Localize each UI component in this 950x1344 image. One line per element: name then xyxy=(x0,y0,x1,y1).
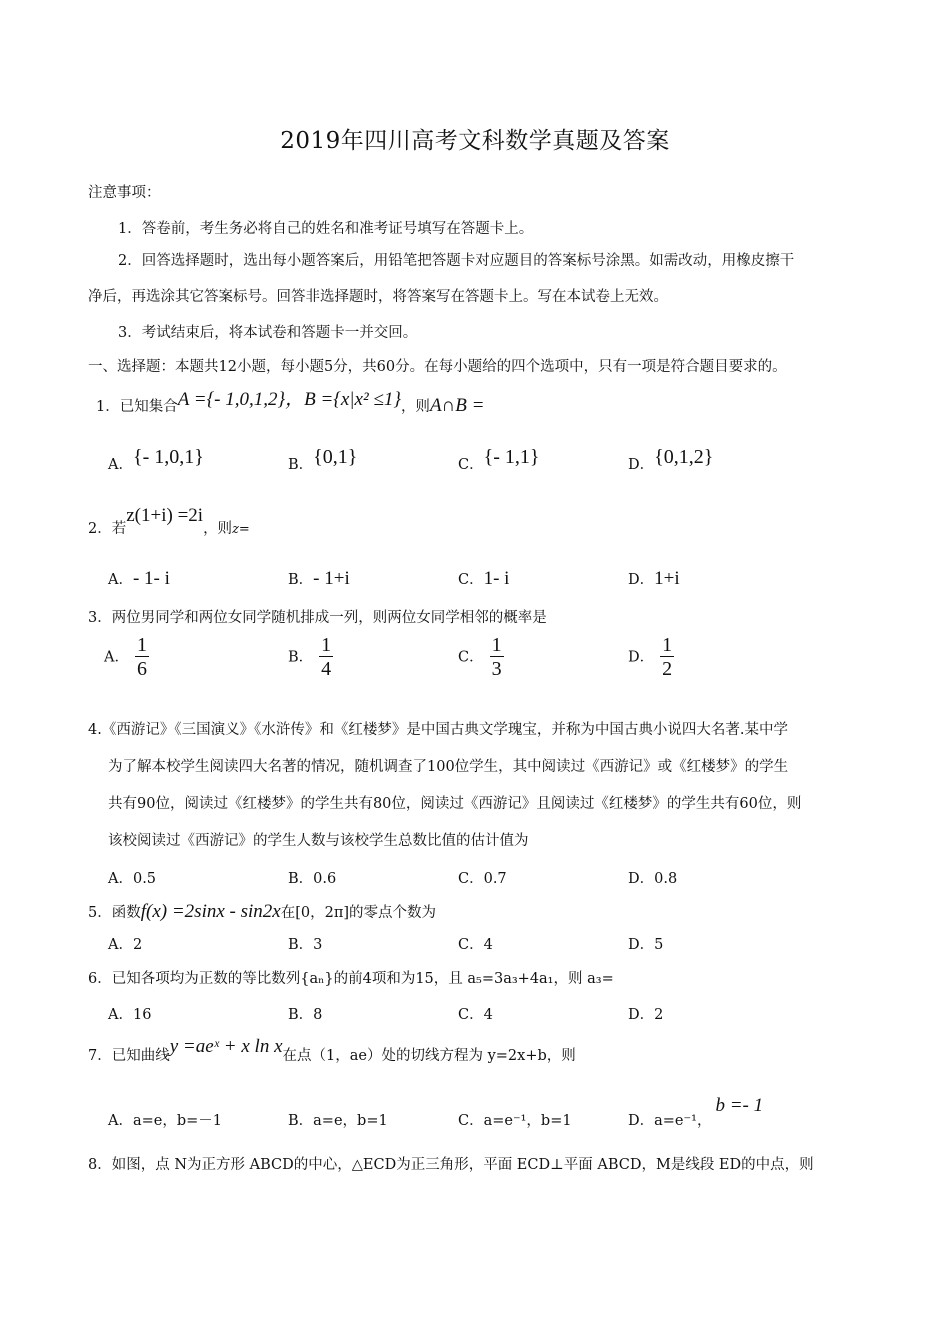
q3-fraction-b: $\frac{1}{4}$ xyxy=(321,634,332,680)
q3-option-c[interactable]: C． $\frac{1}{3}$ xyxy=(458,634,502,680)
q6-options xyxy=(108,1003,888,1033)
q5-prefix: 5．函数 xyxy=(88,905,141,921)
notice-item-2a: 2．回答选择题时，选出每小题答案后，用铅笔把答题卡对应题目的答案标号涂黑。如需改动，用橡皮擦干 xyxy=(118,253,795,269)
q4-option-d[interactable]: D．0.8 xyxy=(628,871,678,887)
q5-option-a[interactable]: A．2 xyxy=(108,937,143,953)
q1-option-d[interactable]: D．{0,1,2} xyxy=(628,446,714,473)
question-4-line-1: 4.《西游记》《三国演义》《水浒传》和《红楼梦》是中国古典文学瑰宝，并称为中国古典小说四大名著.某中学 xyxy=(88,722,788,738)
question-1 xyxy=(96,389,886,417)
q1-formula: A ={- 1,0,1,2}，B ={x|x² ≤1} xyxy=(177,389,401,410)
q2-option-b[interactable]: B．- 1+i xyxy=(288,568,350,589)
q5-suffix: 在[0，2π]的零点个数为 xyxy=(280,905,437,921)
page-title: 2019年四川高考文科数学真题及答案 xyxy=(280,128,670,154)
q4-option-c[interactable]: C．0.7 xyxy=(458,871,507,887)
section-heading: 一、选择题：本题共12小题，每小题5分，共60分。在每小题给的四个选项中，只有一项是符合题目要求的。 xyxy=(88,359,787,375)
q5-option-b[interactable]: B．3 xyxy=(288,937,323,953)
q2-target: z= xyxy=(232,522,250,537)
question-4-line-2: 为了解本校学生阅读四大名著的情况，随机调查了100位学生，其中阅读过《西游记》或《红楼梦》的学生 xyxy=(108,759,789,775)
q1-option-a[interactable]: A．{- 1,0,1} xyxy=(108,446,204,473)
q6-option-a[interactable]: A．16 xyxy=(108,1007,152,1023)
notice-item-1: 1．答卷前，考生务必将自己的姓名和准考证号填写在答题卡上。 xyxy=(118,221,534,237)
question-5 xyxy=(88,902,878,923)
q5-option-c[interactable]: C．4 xyxy=(458,937,493,953)
q6-option-d[interactable]: D．2 xyxy=(628,1007,664,1023)
q1-options xyxy=(108,446,888,482)
question-4-line-4: 该校阅读过《西游记》的学生人数与该校学生总数比值的估计值为 xyxy=(108,833,529,849)
q2-option-d[interactable]: D．1+i xyxy=(628,568,680,589)
q3-option-a[interactable]: A． $\frac{1}{6}$ xyxy=(104,634,147,680)
q7-option-c[interactable]: C．a=e⁻¹，b=1 xyxy=(458,1113,572,1129)
question-2 xyxy=(88,505,878,540)
q7-option-a[interactable]: A．a=e，b=－1 xyxy=(108,1113,223,1129)
q7-prefix: 7．已知曲线 xyxy=(88,1048,170,1064)
q7-option-d-formula: b =- 1 xyxy=(715,1095,764,1116)
q2-prefix: 2．若 xyxy=(88,521,127,537)
q2-option-a[interactable]: A．- 1- i xyxy=(108,568,170,589)
q2-options xyxy=(108,568,888,598)
notice-item-2b: 净后，再选涂其它答案标号。回答非选择题时，将答案写在答题卡上。写在本试卷上无效。 xyxy=(88,289,668,305)
q1-target: A∩B = xyxy=(429,395,485,416)
q3-option-b[interactable]: B． $\frac{1}{4}$ xyxy=(288,634,332,680)
q4-option-b[interactable]: B．0.6 xyxy=(288,871,337,887)
q3-option-d[interactable]: D． $\frac{1}{2}$ xyxy=(628,634,673,680)
q6-option-c[interactable]: C．4 xyxy=(458,1007,493,1023)
q5-options xyxy=(108,933,888,963)
question-4-line-3: 共有90位，阅读过《红楼梦》的学生共有80位，阅读过《西游记》且阅读过《红楼梦》的学生共有60位，则 xyxy=(108,796,802,812)
q1-option-c[interactable]: C．{- 1,1} xyxy=(458,446,540,473)
q7-formula: y =aeˣ + x ln x xyxy=(169,1036,283,1057)
q4-options xyxy=(108,867,888,897)
q2-option-c[interactable]: C．1- i xyxy=(458,568,510,589)
q2-formula: z(1+i) =2i xyxy=(126,505,204,526)
q7-suffix: 在点（1，ae）处的切线方程为 y=2x+b，则 xyxy=(282,1048,576,1064)
q6-option-b[interactable]: B．8 xyxy=(288,1007,323,1023)
q4-option-a[interactable]: A．0.5 xyxy=(108,871,157,887)
question-7 xyxy=(88,1036,878,1066)
q2-suffix: ，则 xyxy=(203,521,233,537)
q1-prefix: 1．已知集合 xyxy=(96,399,178,415)
q3-options xyxy=(104,634,884,682)
notice-item-3: 3．考试结束后，将本试卷和答题卡一并交回。 xyxy=(118,325,418,341)
q1-suffix: ，则 xyxy=(400,399,430,415)
question-6: 6．已知各项均为正数的等比数列{aₙ}的前4项和为15，且 a₅=3a₃+4a₁，则 a₃= xyxy=(88,971,614,987)
question-3: 3．两位男同学和两位女同学随机排成一列，则两位女同学相邻的概率是 xyxy=(88,610,547,626)
q3-fraction-a: $\frac{1}{6}$ xyxy=(136,634,147,680)
q3-fraction-d: $\frac{1}{2}$ xyxy=(662,634,673,680)
q1-option-b[interactable]: B．{0,1} xyxy=(288,446,358,473)
question-8: 8．如图，点 N为正方形 ABCD的中心，△ECD为正三角形，平面 ECD⊥平面 ABCD，M是线段 ED的中点，则 xyxy=(88,1157,814,1173)
q5-option-d[interactable]: D．5 xyxy=(628,937,664,953)
notice-heading: 注意事项： xyxy=(88,185,161,201)
q7-option-b[interactable]: B．a=e，b=1 xyxy=(288,1113,388,1129)
q7-options xyxy=(108,1095,888,1139)
q7-option-d[interactable]: D．a=e⁻¹，b =- 1 xyxy=(628,1095,764,1129)
q3-fraction-c: $\frac{1}{3}$ xyxy=(491,634,502,680)
q5-formula: f(x) =2sinx - sin2x xyxy=(140,901,281,922)
